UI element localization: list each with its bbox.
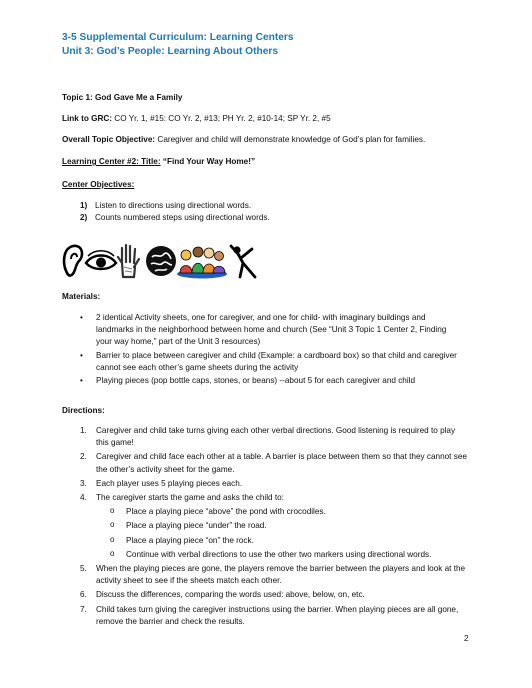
- bullet: •: [80, 313, 83, 322]
- topic-objective: [62, 134, 425, 145]
- grc-label: Link to GRC:: [62, 114, 113, 123]
- objective-item: 1) Listen to directions using directional words.: [80, 201, 252, 210]
- bullet: •: [80, 350, 83, 360]
- direction-substep: o Continue with verbal directions to use the other two markers using directional words.: [110, 548, 432, 559]
- header-line-2: Unit 3: God’s People: Learning About Others: [62, 45, 279, 57]
- learning-style-icons: [62, 243, 262, 281]
- center-label: Learning Center #2: Title:: [62, 157, 161, 166]
- objective-text: Caregiver and child will demonstrate knowledge of God’s plan for families.: [155, 135, 426, 144]
- hand-icon: [116, 243, 142, 279]
- learning-center-title: [62, 156, 255, 167]
- brain-icon: [144, 243, 178, 279]
- directions-heading: Directions:: [62, 406, 105, 415]
- center-title: “Find Your Way Home!”: [160, 157, 256, 166]
- stretching-person-icon: [228, 243, 258, 279]
- list-item: • Playing pieces (pop bottle caps, stones, or beans) --about 5 for each caregiver and child: [80, 375, 460, 387]
- list-item: • 2 identical Activity sheets, one for caregiver, and one for child- with imaginary buildings and landmarks in the neighborhood between home and church (See “Unit 3 Topic 1 Center 2, Finding your way home,” part of the Unit 3 resources): [80, 313, 447, 347]
- materials-heading: Materials:: [62, 292, 101, 301]
- direction-substep: o Place a playing piece “on” the rock.: [110, 534, 254, 545]
- materials-list: [80, 312, 460, 387]
- grc-link: [62, 113, 331, 124]
- grc-text: CO Yr. 1, #15: CO Yr. 2, #13; PH Yr. 2, #10-14; SP Yr. 2, #5: [112, 114, 331, 123]
- objective-label: Overall Topic Objective:: [62, 135, 156, 144]
- list-item: • Barrier to place between caregiver and child (Example: a cardboard box) so that child and caregiver cannot see each other’s game sheets during the activity: [80, 350, 457, 372]
- direction-substep: o Place a playing piece “above” the pond with crocodiles.: [110, 506, 326, 517]
- direction-step: 4. The caregiver starts the game and asks the child to:: [80, 493, 284, 503]
- center-objectives-heading: Center Objectives:: [62, 180, 135, 189]
- header-line-1: 3-5 Supplemental Curriculum: Learning Centers: [62, 32, 294, 43]
- direction-step: 1. Caregiver and child take turns giving each other verbal directions. Good listening is required to play this game!: [80, 426, 456, 448]
- page-number: 2: [464, 634, 469, 643]
- direction-step: 2. Caregiver and child face each other at a table. A barrier is place between them so that they cannot see the other’s activity sheet for the game.: [80, 452, 467, 474]
- direction-step: 5. When the playing pieces are gone, the players remove the barrier between the players and look at the activity sheet to see if the sheets match each other.: [80, 564, 466, 586]
- center-objectives-list: [80, 200, 270, 223]
- direction-substep: o Place a playing piece “under” the road.: [110, 520, 267, 531]
- group-of-children-icon: [176, 243, 228, 279]
- bullet: •: [80, 376, 83, 386]
- topic-title: Topic 1: God Gave Me a Family: [62, 93, 183, 102]
- direction-step: 3. Each player uses 5 playing pieces each.: [80, 478, 243, 488]
- direction-step: 6. Discuss the differences, comparing the words used: above, below, on, etc.: [80, 590, 365, 600]
- direction-step: 7. Child takes turn giving the caregiver instructions using the barrier. When playing pieces are all gone, remove the barrier and check the results.: [80, 604, 459, 626]
- directions-list: [80, 425, 470, 628]
- document-header: [62, 31, 294, 58]
- ear-icon: [62, 243, 84, 279]
- eye-icon: [84, 243, 118, 279]
- objective-item: 2) Counts numbered steps using directional words.: [80, 213, 270, 222]
